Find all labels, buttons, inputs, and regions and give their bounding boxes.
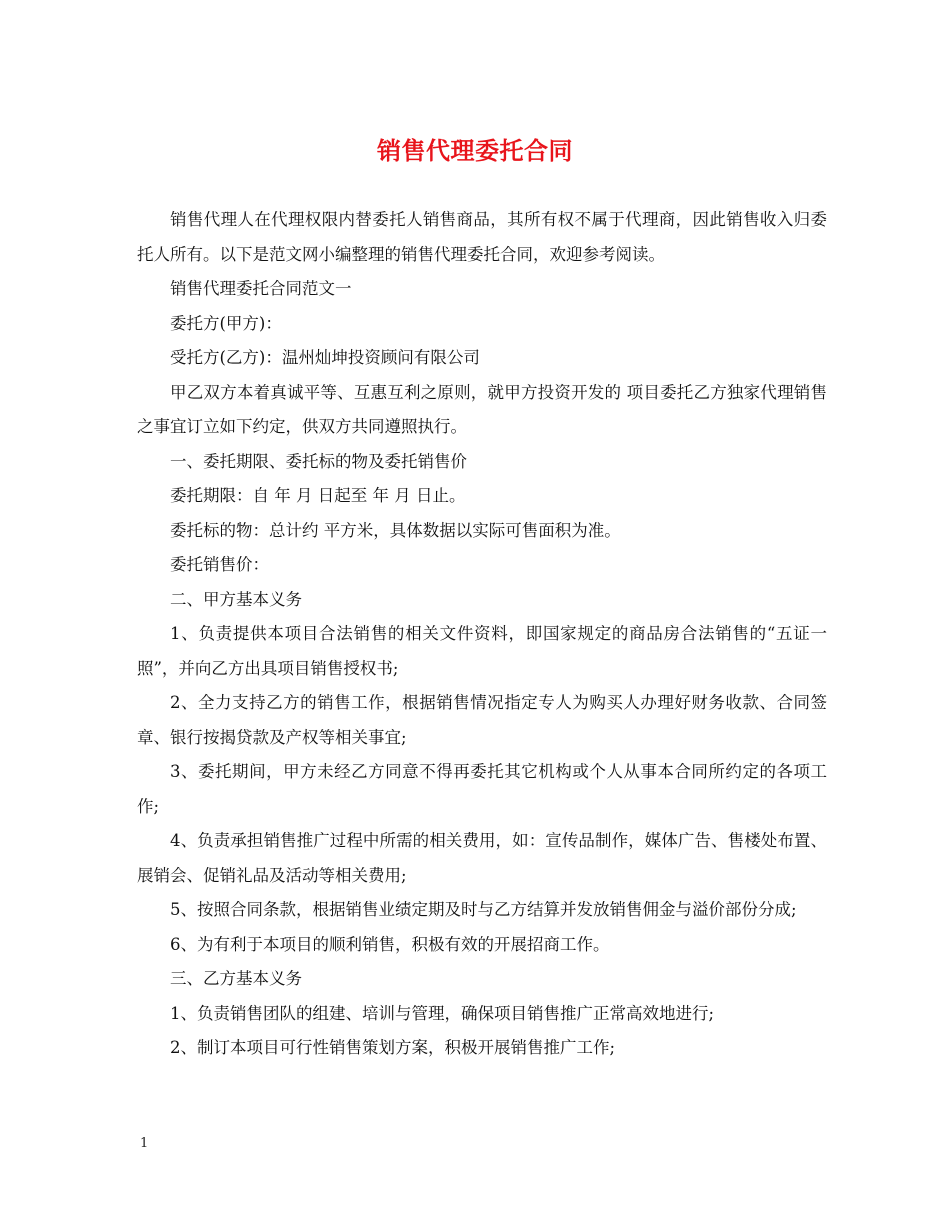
list-item: 1、负责销售团队的组建、培训与管理，确保项目销售推广正常高效地进行; — [170, 1003, 715, 1023]
paragraph: 委托期限：自 年 月 日起至 年 月 日止。 — [170, 486, 466, 505]
list-item: 2、制订本项目可行性销售策划方案，积极开展销售推广工作; — [170, 1038, 616, 1057]
paragraph: 委托方(甲方)： — [170, 313, 282, 333]
list-item: 3、委托期间，甲方未经乙方同意不得再委托其它机构或个人从事本合同所约定的各项工作; — [137, 762, 827, 816]
section-heading: 二、甲方基本义务 — [170, 589, 302, 609]
list-item: 5、按照合同条款，根据销售业绩定期及时与乙方结算并发放销售佣金与溢价部份分成; — [170, 900, 797, 919]
document-title: 销售代理委托合同 — [377, 136, 573, 165]
paragraph: 受托方(乙方)：温州灿坤投资顾问有限公司 — [170, 348, 480, 367]
paragraph: 委托标的物：总计约 平方米，具体数据以实际可售面积为准。 — [170, 520, 621, 540]
paragraph: 委托销售价： — [170, 555, 269, 574]
paragraph: 销售代理人在代理权限内替委托人销售商品，其所有权不属于代理商，因此销售收入归委托人所有。以下是范文网小编整理的销售代理委托合同，欢迎参考阅读。 — [137, 210, 827, 264]
page-number: 1 — [140, 1136, 149, 1151]
list-item: 6、为有利于本项目的顺利销售，积极有效的开展招商工作。 — [170, 934, 610, 954]
section-heading: 一、委托期限、委托标的物及委托销售价 — [170, 451, 467, 471]
document-body — [137, 203, 827, 1066]
paragraph: 销售代理委托合同范文一 — [170, 279, 352, 298]
paragraph: 甲乙双方本着真诚平等、互惠互利之原则，就甲方投资开发的 项目委托乙方独家代理销售之事宜订立如下约定，供双方共同遵照执行。 — [137, 382, 827, 436]
list-item: 1、负责提供本项目合法销售的相关文件资料，即国家规定的商品房合法销售的“五证一照”，并向乙方出具项目销售授权书; — [137, 624, 827, 678]
list-item: 2、全力支持乙方的销售工作，根据销售情况指定专人为购买人办理好财务收款、合同签章、银行按揭贷款及产权等相关事宜; — [137, 693, 827, 747]
section-heading: 三、乙方基本义务 — [170, 969, 302, 988]
list-item: 4、负责承担销售推广过程中所需的相关费用，如：宣传品制作，媒体广告、售楼处布置、展销会、促销礼品及活动等相关费用; — [137, 831, 827, 885]
